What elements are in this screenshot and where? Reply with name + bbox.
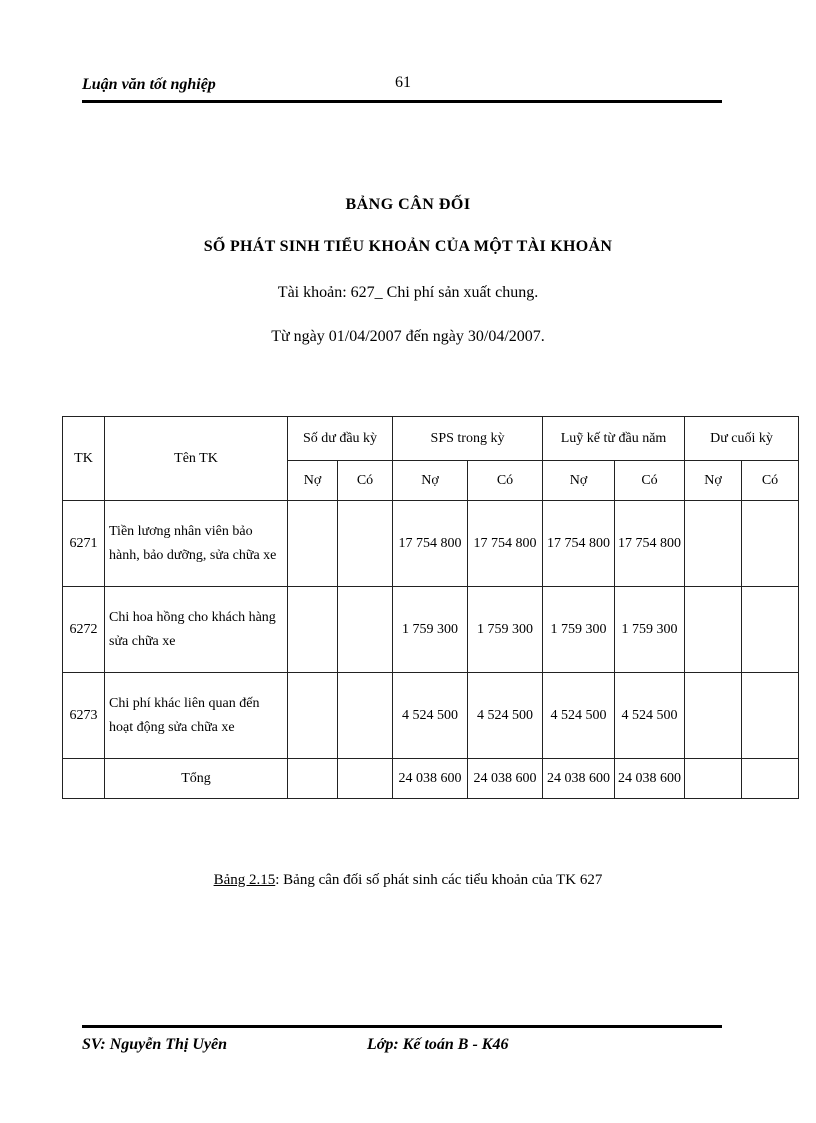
cell xyxy=(742,759,799,799)
thesis-label: Luận văn tốt nghiệp xyxy=(82,76,216,93)
cell xyxy=(742,587,799,673)
cell xyxy=(338,501,393,587)
row-tk: 6271 xyxy=(63,501,105,587)
sub-header: Nợ xyxy=(685,461,742,501)
cell: 24 038 600 xyxy=(615,759,685,799)
period-line: Từ ngày 01/04/2007 đến ngày 30/04/2007. xyxy=(271,328,545,345)
row-name: Tiền lương nhân viên bảo hành, bảo dưỡng, sửa chữa xe xyxy=(105,501,288,587)
cell xyxy=(288,673,338,759)
sub-header: Có xyxy=(615,461,685,501)
group-period-sps: SPS trong kỳ xyxy=(393,417,543,461)
cell: 17 754 800 xyxy=(615,501,685,587)
cell xyxy=(338,759,393,799)
cell xyxy=(685,501,742,587)
cell xyxy=(685,759,742,799)
sub-header: Nợ xyxy=(543,461,615,501)
cell xyxy=(685,587,742,673)
col-name-header: Tên TK xyxy=(105,417,288,501)
row-name: Chi hoa hồng cho khách hàng sửa chữa xe xyxy=(105,587,288,673)
table-row xyxy=(63,501,799,587)
header-row-groups xyxy=(63,417,799,461)
group-opening-balance: Số dư đầu kỳ xyxy=(288,417,393,461)
account-line: Tài khoản: 627_ Chi phí sản xuất chung. xyxy=(277,284,539,301)
cell xyxy=(288,587,338,673)
cell xyxy=(742,501,799,587)
footer-class: Lớp: Kế toán B - K46 xyxy=(367,1036,509,1053)
group-closing-balance: Dư cuối kỳ xyxy=(685,417,799,461)
table-row xyxy=(63,673,799,759)
cell: 4 524 500 xyxy=(543,673,615,759)
cell xyxy=(288,501,338,587)
cell: 1 759 300 xyxy=(468,587,543,673)
cell xyxy=(685,673,742,759)
page-header xyxy=(82,72,722,102)
cell: 17 754 800 xyxy=(468,501,543,587)
page-number: 61 xyxy=(395,74,411,91)
footer-rule xyxy=(82,1025,722,1028)
cell: 4 524 500 xyxy=(615,673,685,759)
cell: 24 038 600 xyxy=(468,759,543,799)
sub-header: Có xyxy=(742,461,799,501)
cell: 24 038 600 xyxy=(393,759,468,799)
row-tk: 6272 xyxy=(63,587,105,673)
caption-text: : Bảng cân đối số phát sinh các tiểu khoản của TK 627 xyxy=(275,872,603,888)
group-ytd: Luỹ kế từ đầu năm xyxy=(543,417,685,461)
cell: 24 038 600 xyxy=(543,759,615,799)
cell xyxy=(338,673,393,759)
ledger-table xyxy=(62,416,799,799)
cell xyxy=(742,673,799,759)
title-line-1: BẢNG CÂN ĐỐI xyxy=(345,196,471,213)
cell: 17 754 800 xyxy=(543,501,615,587)
cell: 4 524 500 xyxy=(468,673,543,759)
col-tk-header: TK xyxy=(63,417,105,501)
cell xyxy=(288,759,338,799)
sub-header: Nợ xyxy=(288,461,338,501)
total-label: Tổng xyxy=(105,759,288,799)
caption-label: Bảng 2.15 xyxy=(213,872,276,888)
cell: 4 524 500 xyxy=(393,673,468,759)
cell xyxy=(338,587,393,673)
total-tk-cell xyxy=(63,759,105,799)
sub-header: Nợ xyxy=(393,461,468,501)
row-name: Chi phí khác liên quan đến hoạt động sửa chữa xe xyxy=(105,673,288,759)
header-rule xyxy=(82,100,722,103)
cell: 1 759 300 xyxy=(543,587,615,673)
sub-header: Có xyxy=(468,461,543,501)
title-line-2: SỐ PHÁT SINH TIỂU KHOẢN CỦA MỘT TÀI KHOẢN xyxy=(203,238,613,255)
table-caption xyxy=(0,872,816,889)
row-tk: 6273 xyxy=(63,673,105,759)
cell: 17 754 800 xyxy=(393,501,468,587)
total-row xyxy=(63,759,799,799)
cell: 1 759 300 xyxy=(615,587,685,673)
footer-student: SV: Nguyễn Thị Uyên xyxy=(82,1036,228,1053)
cell: 1 759 300 xyxy=(393,587,468,673)
table-row xyxy=(63,587,799,673)
sub-header: Có xyxy=(338,461,393,501)
